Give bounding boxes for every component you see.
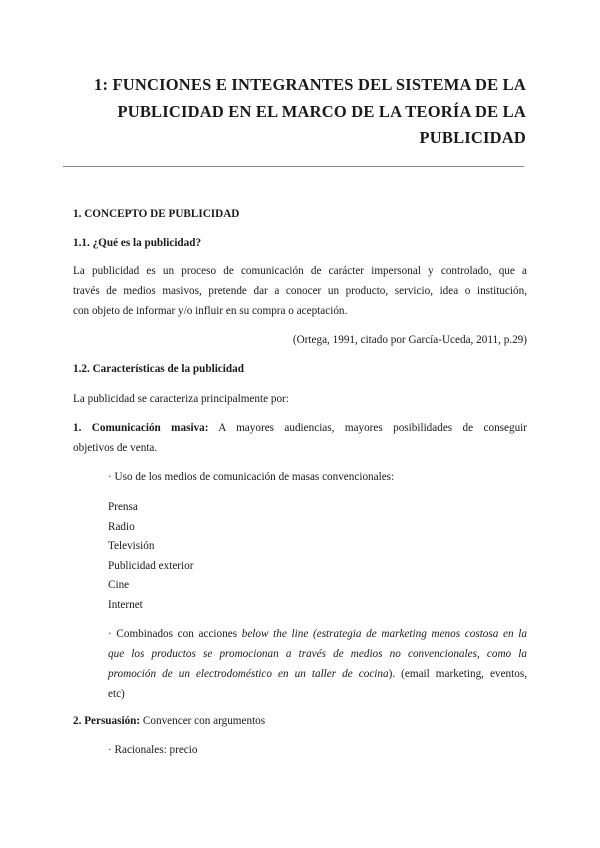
point-1-label: 1. Comunicación masiva:: [73, 422, 209, 434]
btl-italic-line-3: promoción de un electrodoméstico en un taller de cocina: [108, 668, 389, 680]
btl-italic-open: (estrategia de marketing menos costosa en la: [308, 628, 527, 640]
point-2-label: 2. Persuasión:: [73, 715, 141, 727]
subsection-heading-que-es: 1.1. ¿Qué es la publicidad?: [73, 237, 202, 249]
point-2-text: Convencer con argumentos: [140, 715, 266, 727]
list-item: Televisión: [108, 540, 155, 553]
point-comunicacion-masiva: [73, 418, 527, 458]
media-list: [108, 498, 193, 616]
btl-italic-line-2: que los productos se promocionan a través de medios no convencionales, como la: [108, 648, 527, 660]
intro-text: La publicidad se caracteriza principalmente por:: [73, 393, 289, 405]
btl-line-2: [108, 644, 527, 664]
citation: (Ortega, 1991, citado por García-Uceda, 2011, p.29): [292, 334, 527, 346]
definition-paragraph: [73, 261, 527, 321]
subsection-heading-caracteristicas: 1.2. Características de la publicidad: [73, 363, 244, 375]
media-intro: · Uso de los medios de comunicación de masas convencionales:: [108, 471, 395, 483]
title-divider: [63, 166, 524, 167]
title-line-3: PUBLICIDAD: [419, 128, 526, 147]
list-item: Cine: [108, 579, 130, 592]
title-line-2: PUBLICIDAD EN EL MARCO DE LA TEORÍA DE LA: [117, 101, 526, 121]
definition-line-1: La publicidad es un proceso de comunicación de carácter impersonal y controlado, que a: [73, 265, 527, 277]
btl-tail: ). (email marketing, eventos,: [388, 668, 527, 680]
title-line-1: 1: FUNCIONES E INTEGRANTES DEL SISTEMA DE LA: [94, 75, 526, 94]
list-item: Prensa: [108, 501, 138, 513]
point-persuasion: [73, 711, 527, 731]
point-1-line-2: objetivos de venta.: [73, 442, 158, 454]
btl-lead: · Combinados con acciones: [108, 628, 242, 640]
btl-line-3: [108, 664, 527, 684]
point-1-text: A mayores audiencias, mayores posibilidades de conseguir: [208, 422, 527, 434]
btl-line-4: etc): [108, 688, 125, 700]
point-1-line-1: [73, 418, 527, 438]
definition-line-2: través de medios masivos, pretende dar a conocer un producto, servicio, idea o institución,: [73, 285, 527, 297]
document-title: [56, 72, 526, 152]
btl-paragraph: [108, 624, 527, 704]
list-item: Radio: [108, 520, 135, 533]
list-item: Internet: [108, 598, 143, 611]
btl-line-1: [108, 624, 527, 644]
btl-term: below the line: [241, 628, 309, 640]
section-heading-concepto: 1. CONCEPTO DE PUBLICIDAD: [73, 208, 240, 220]
rational-item: · Racionales: precio: [108, 744, 198, 756]
list-item: Publicidad exterior: [108, 559, 194, 572]
definition-line-3: con objeto de informar y/o influir en su compra o aceptación.: [73, 305, 348, 317]
